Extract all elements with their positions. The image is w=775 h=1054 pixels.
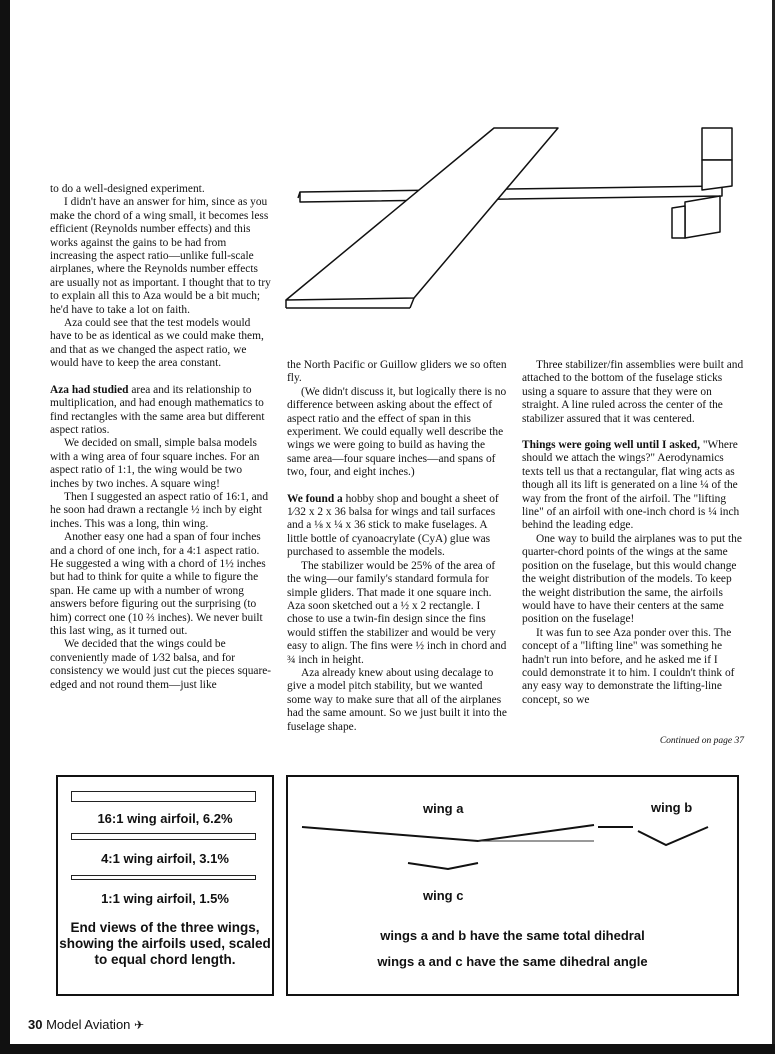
wing-b-label: wing b [651,800,693,815]
dihedral-note-1: wings a and b have the same total dihedral [380,928,645,943]
wing-c-line [408,863,478,869]
airfoil-label-1-1: 1:1 wing airfoil, 1.5% [101,891,229,906]
col3-para-3: One way to build the airplanes was to put the quarter-chord points of the wings at the same position on the fuselage, but this would change the weight distribution of the models. To keep the weight distribution the same, the airfoils would have to have their centers at the same position on the fuselage! [522,532,742,626]
col2-para-4: The stabilizer would be 25% of the area of the wing—our family's standard formula for simple gliders. That made it one square inch. Aza soon sketched out a ½ x 2 rectangle. I chose to use a twin-fin design since the fins would stiffen the stabilizer and would be very easy to align. The fins were ½ inch in chord and ¾ inch in height. [287,559,507,666]
fin-top-side [702,160,732,190]
fuselage-stick [300,186,722,202]
airfoil-label-4-1: 4:1 wing airfoil, 3.1% [101,851,229,866]
plane-icon: ✈ [134,1018,145,1032]
col1-para-4: Aza had studied area and its relationship to multiplication, and had enough mathematics to find rectangles with the same area but different aspect ratios. [50,383,265,436]
col1-para-1: to do a well-designed experiment. [50,183,205,195]
glider-illustration [280,120,750,320]
airfoil-1-1 [71,875,256,880]
airfoil-caption: End views of the three wings, showing the airfoils used, scaled to equal chord length. [59,920,271,967]
col2-lead: We found a [287,492,343,505]
col1-lead: Aza had studied [50,383,129,396]
airfoil-figure [56,775,274,996]
col1-para-7: Another easy one had a span of four inches and a chord of one inch, for a 4:1 aspect ratio. He suggested a wing with a chord of 1½ inches but had to think for quite a while to figure the span. He came up with a number of wrong answers before figuring out the surprising (to him) correct one (10 ⅔ inches). We never built this last wing, as it turned out. [50,531,266,637]
col2-para-2: (We didn't discuss it, but logically there is no difference between asking about the effect of aspect ratio and the effect of span in this experiment. We could equally well describe the wings we were going to build as having the same area—four square inches—and spans of two, four, and eight inches.) [287,385,507,479]
col1-para-3: Aza could see that the test models would have to be as identical as we could make them, and that as we changed the aspect ratio, we would have to keep the area constant. [50,317,264,370]
article-column-1 [50,183,272,692]
col1-para-2: I didn't have an answer for him, since as you make the chord of a wing small, it becomes less efficient (Reynolds number effects) and this works against the gains to be had from increasing the aspect ratio—unlike full-scale airplanes, where the Reynolds number effects are usually not as important. I thought that to try to explain all this to Aza would be a bit much; he'd have to take a lot on faith. [50,196,271,316]
wing-a-label: wing a [423,801,464,816]
article-column-3 [522,359,744,707]
col3-para-4: It was fun to see Aza ponder over this. The concept of a "lifting line" was something he hadn't run into before, and he asked me if I could demonstrate it to him. I couldn't think of any easy way to demonstrate the lifting-line concept, so we [522,626,735,706]
continued-note: Continued on page 37 [659,736,744,746]
col3-lead: Things were going well until I asked, [522,439,700,452]
col2-para-3: We found a hobby shop and bought a sheet of 1⁄32 x 2 x 36 balsa for wings and tail surfaces and a ⅛ x ¼ x 36 stick to make fuselages. A little bottle of cyanoacrylate (CyA) glue was purchased to assemble the models. [287,492,499,559]
scan-border-bottom [0,1044,775,1054]
magazine-name: Model Aviation [46,1017,131,1032]
page-footer [28,1017,144,1032]
col2-para-5: Aza already knew about using decalage to give a model pitch stability, but we wanted some way to make sure that all of the airplanes had the same amount. So we just built it into the fuselage shape. [287,666,507,733]
fin-bottom [672,206,685,238]
col1-para-8: We decided that the wings could be conveniently made of 1⁄32 balsa, and for consistency we would just cut the pieces square-edged and not round them—just like [50,638,272,691]
dihedral-note-2: wings a and c have the same dihedral angle [377,954,648,969]
dihedral-figure [286,775,739,996]
fin-top [702,128,732,160]
scan-border-left [0,0,10,1054]
main-wing [286,128,558,300]
page-number: 30 [28,1017,43,1032]
wing-b-line [638,827,708,845]
col2-para-1: the North Pacific or Guillow gliders we so often fly. [287,359,507,385]
col1-para-6: Then I suggested an aspect ratio of 16:1, and he soon had drawn a rectangle ½ inch by eight inches. This was a long, thin wing. [50,490,269,530]
stabilizer [685,196,720,238]
wing-c-label: wing c [423,888,464,903]
col1-para-5: We decided on small, simple balsa models with a wing area of four square inches. For an aspect ratio of 1:1, the wing would be two inches by two inches. A square wing! [50,437,260,490]
col3-para-1: Three stabilizer/fin assemblies were built and attached to the bottom of the fuselage sticks using a square to assure that they were on straight. A line ruled across the center of the stabilizer assured that it was centered. [522,359,744,425]
airfoil-4-1 [71,833,256,840]
col3-para-2: Things were going well until I asked, "Where should we attach the wings?" Aerodynamics texts tell us that a rectangular, flat wing acts as though all its lift is generated on a line ¼ of the way from the front of the airfoil. The "lifting line" of an airfoil with one-inch chord is ¼ inch behind the leading edge. [522,439,740,532]
wing-a-line [302,825,594,841]
airfoil-16-1 [71,791,256,802]
airfoil-label-16-1: 16:1 wing airfoil, 6.2% [97,811,233,826]
article-column-2 [287,359,509,734]
